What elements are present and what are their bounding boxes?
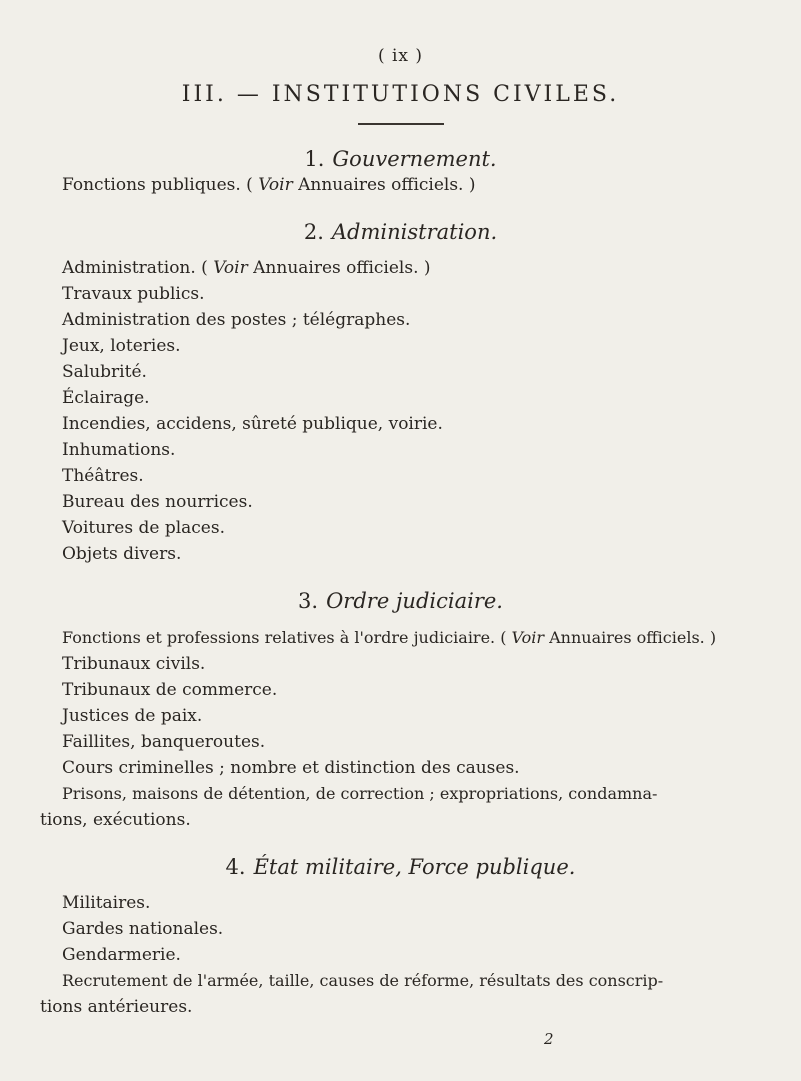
list-item-continuation: tions, exécutions. <box>40 810 191 830</box>
list-item: Fonctions publiques. ( Voir Annuaires officiels. ) <box>62 175 476 195</box>
list-item: Salubrité. <box>62 362 147 382</box>
list-item-continuation: tions antérieures. <box>40 997 193 1017</box>
title-rule <box>358 123 444 125</box>
section-heading-etat-militaire <box>0 855 801 879</box>
section-title: État militaire, Force publique. <box>253 855 576 879</box>
list-item: Gardes nationales. <box>62 919 224 939</box>
list-item: Voitures de places. <box>62 518 225 538</box>
list-item: Incendies, accidens, sûreté publique, voirie. <box>62 414 443 434</box>
section-number: 2. <box>303 220 324 244</box>
section-number: 4. <box>225 855 246 879</box>
list-item: Administration. ( Voir Annuaires officiels. ) <box>62 258 431 278</box>
list-item: Gendarmerie. <box>62 945 181 965</box>
list-item: Travaux publics. <box>62 284 205 304</box>
section-heading-ordre-judiciaire <box>0 589 801 613</box>
section-heading-administration <box>0 220 801 244</box>
list-item: Prisons, maisons de détention, de correction ; expropriations, condamna- <box>62 784 658 803</box>
section-number: 1. <box>304 147 325 171</box>
signature-mark: 2 <box>544 1030 554 1048</box>
list-item: Recrutement de l'armée, taille, causes de réforme, résultats des conscrip- <box>62 971 664 990</box>
list-item: Militaires. <box>62 893 151 913</box>
list-item: Fonctions et professions relatives à l'ordre judiciaire. ( Voir Annuaires officiels. ) <box>62 628 717 647</box>
list-item: Objets divers. <box>62 544 182 564</box>
list-item: Tribunaux civils. <box>62 654 206 674</box>
section-title: Administration. <box>331 220 498 244</box>
list-item: Tribunaux de commerce. <box>62 680 278 700</box>
page-number: ( ix ) <box>377 46 424 66</box>
section-title: Gouvernement. <box>332 147 497 171</box>
section-title: Ordre judiciaire. <box>326 589 503 613</box>
list-item: Théâtres. <box>62 466 144 486</box>
list-item: Cours criminelles ; nombre et distinction des causes. <box>62 758 520 778</box>
list-item: Bureau des nourrices. <box>62 492 253 512</box>
list-item: Jeux, loteries. <box>62 336 181 356</box>
list-item: Justices de paix. <box>62 706 203 726</box>
list-item: Administration des postes ; télégraphes. <box>62 310 411 330</box>
list-item: Éclairage. <box>62 388 150 408</box>
section-number: 3. <box>298 589 319 613</box>
section-heading-gouvernement <box>0 147 801 171</box>
list-item: Inhumations. <box>62 440 176 460</box>
list-item: Faillites, banqueroutes. <box>62 732 266 752</box>
chapter-title: III. — INSTITUTIONS CIVILES. <box>181 82 620 107</box>
